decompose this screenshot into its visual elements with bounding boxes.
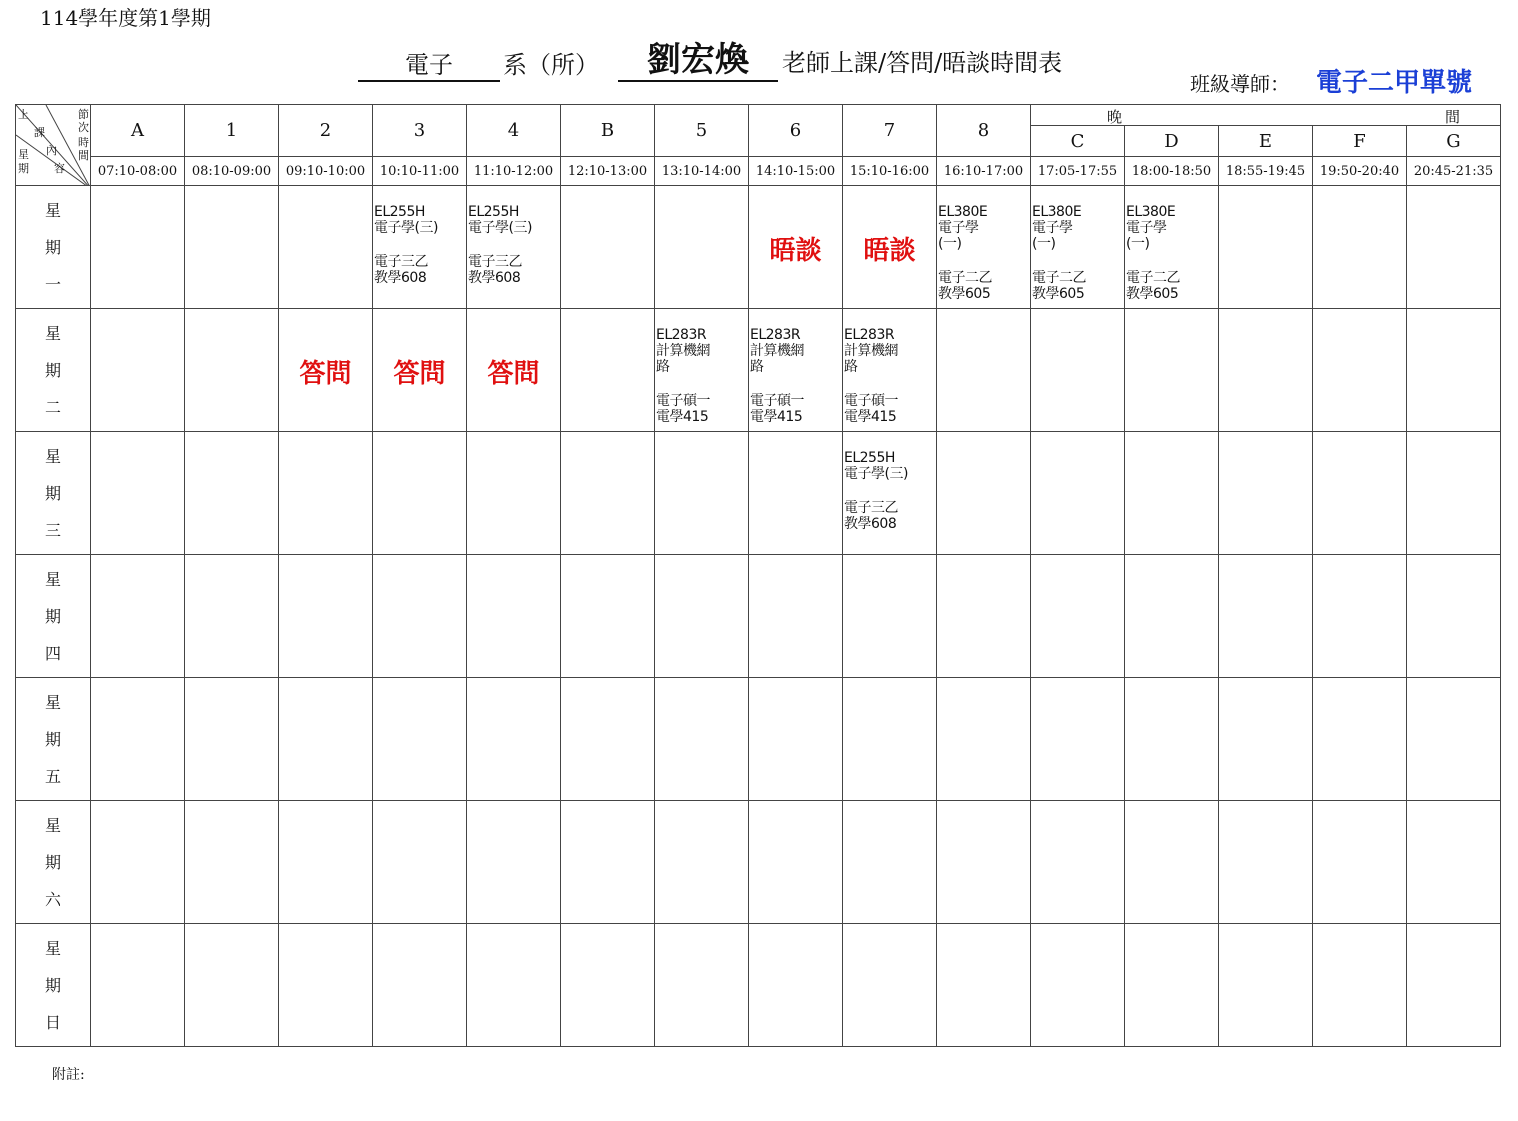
schedule-cell	[655, 186, 749, 309]
schedule-cell	[467, 678, 561, 801]
course-name: 計算機網	[844, 343, 898, 359]
schedule-cell	[1407, 186, 1501, 309]
day-label	[16, 186, 91, 309]
schedule-cell	[561, 309, 655, 432]
schedule-cell	[1125, 924, 1219, 1047]
schedule-cell	[1407, 924, 1501, 1047]
course-room: 教學608	[468, 270, 521, 286]
course-code: EL255H	[468, 204, 519, 220]
schedule-cell	[185, 924, 279, 1047]
night-header	[1031, 105, 1501, 126]
period-header: A	[91, 105, 185, 157]
course-entry	[750, 327, 804, 425]
schedule-cell	[937, 555, 1031, 678]
night-header-left: 晚	[1107, 108, 1123, 126]
time-slot-header: 08:10-09:00	[185, 157, 279, 186]
schedule-cell	[1407, 555, 1501, 678]
schedule-cell	[655, 555, 749, 678]
schedule-cell	[749, 555, 843, 678]
schedule-cell	[373, 924, 467, 1047]
course-name: 電子學(三)	[374, 220, 438, 236]
schedule-cell	[843, 186, 937, 309]
day-label-char: 三	[44, 520, 61, 540]
schedule-cell	[1407, 432, 1501, 555]
course-room: 教學605	[1126, 286, 1179, 302]
office-hour-mark: 答問	[299, 359, 352, 389]
course-name: 電子學	[1126, 220, 1167, 236]
period-header: 5	[655, 105, 749, 157]
time-slot-header: 15:10-16:00	[843, 157, 937, 186]
schedule-cell	[91, 309, 185, 432]
schedule-cell	[373, 432, 467, 555]
schedule-cell	[1031, 186, 1125, 309]
schedule-cell	[279, 678, 373, 801]
course-cls: 電子三乙	[468, 254, 522, 270]
corner-text-h: 次	[78, 121, 89, 134]
schedule-cell	[1313, 801, 1407, 924]
day-label-char: 期	[44, 483, 61, 503]
schedule-cell	[373, 801, 467, 924]
schedule-cell	[185, 309, 279, 432]
schedule-cell	[843, 555, 937, 678]
course-code: EL255H	[374, 204, 425, 220]
period-header: E	[1219, 126, 1313, 157]
schedule-cell	[749, 186, 843, 309]
course-cls: 電子碩一	[656, 393, 710, 409]
day-label	[16, 801, 91, 924]
schedule-cell	[749, 678, 843, 801]
schedule-cell	[1125, 309, 1219, 432]
schedule-cell	[937, 924, 1031, 1047]
time-slot-header: 10:10-11:00	[373, 157, 467, 186]
schedule-cell	[1407, 801, 1501, 924]
schedule-cell	[937, 678, 1031, 801]
day-row	[16, 924, 1501, 1047]
course-room: 教學608	[844, 516, 897, 532]
day-row	[16, 309, 1501, 432]
course-name2: (一)	[1126, 236, 1150, 252]
schedule-cell	[1031, 678, 1125, 801]
schedule-cell	[1219, 186, 1313, 309]
course-cls: 電子碩一	[844, 393, 898, 409]
schedule-cell	[185, 801, 279, 924]
schedule-cell	[373, 678, 467, 801]
schedule-cell	[467, 801, 561, 924]
schedule-cell	[467, 555, 561, 678]
course-entry	[938, 204, 992, 302]
office-hour-mark: 答問	[487, 359, 540, 389]
period-header: 4	[467, 105, 561, 157]
schedule-cell	[749, 924, 843, 1047]
day-row	[16, 432, 1501, 555]
schedule-cell	[1125, 555, 1219, 678]
day-label-char: 星	[44, 446, 61, 466]
schedule-cell	[843, 924, 937, 1047]
page-title	[0, 40, 1518, 98]
schedule-cell	[467, 924, 561, 1047]
time-slot-header: 16:10-17:00	[937, 157, 1031, 186]
footnote: 附註:	[52, 1067, 85, 1083]
time-slot-header: 11:10-12:00	[467, 157, 561, 186]
day-label-char: 期	[44, 975, 61, 995]
schedule-cell	[655, 924, 749, 1047]
corner-text-a: 上	[18, 108, 29, 121]
schedule-cell	[467, 309, 561, 432]
day-label-char: 期	[44, 360, 61, 380]
course-name: 電子學(三)	[844, 466, 908, 482]
course-code: EL283R	[656, 327, 707, 343]
day-label	[16, 924, 91, 1047]
schedule-cell	[843, 432, 937, 555]
day-label-char: 期	[44, 606, 61, 626]
time-slot-header: 19:50-20:40	[1313, 157, 1407, 186]
schedule-cell	[655, 432, 749, 555]
schedule-cell	[561, 432, 655, 555]
corner-text-g: 節	[78, 108, 89, 121]
office-hour-mark: 晤談	[769, 236, 822, 266]
period-header: G	[1407, 126, 1501, 157]
day-label-char: 星	[44, 200, 61, 220]
schedule-cell	[373, 186, 467, 309]
schedule-cell	[91, 186, 185, 309]
course-name: 電子學(三)	[468, 220, 532, 236]
course-cls: 電子二乙	[1126, 270, 1180, 286]
semester-label: 114學年度第1學期	[40, 6, 211, 30]
time-slot-header: 18:55-19:45	[1219, 157, 1313, 186]
schedule-cell	[279, 555, 373, 678]
period-header: F	[1313, 126, 1407, 157]
day-label	[16, 555, 91, 678]
corner-text-f: 期	[18, 162, 29, 175]
schedule-cell	[467, 432, 561, 555]
schedule-cell	[1125, 186, 1219, 309]
course-room: 教學605	[1032, 286, 1085, 302]
schedule-cell	[91, 801, 185, 924]
tutor-label: 班級導師：	[1190, 72, 1290, 96]
schedule-cell	[1313, 309, 1407, 432]
course-room: 教學608	[374, 270, 427, 286]
schedule-cell	[279, 186, 373, 309]
day-row	[16, 186, 1501, 309]
title-dept-suffix: 系（所）	[503, 51, 599, 79]
day-label-char: 期	[44, 237, 61, 257]
period-header: 1	[185, 105, 279, 157]
schedule-cell	[91, 555, 185, 678]
time-slot-header: 18:00-18:50	[1125, 157, 1219, 186]
schedule-cell	[91, 432, 185, 555]
schedule-cell	[1031, 924, 1125, 1047]
period-header: B	[561, 105, 655, 157]
schedule-cell	[561, 801, 655, 924]
schedule-cell	[937, 432, 1031, 555]
schedule-cell	[185, 555, 279, 678]
night-header-right: 間	[1444, 108, 1460, 126]
schedule-cell	[1125, 678, 1219, 801]
course-entry	[844, 327, 898, 425]
course-room: 電學415	[844, 409, 897, 425]
course-code: EL380E	[1126, 204, 1176, 220]
schedule-cell	[655, 678, 749, 801]
schedule-cell	[1125, 432, 1219, 555]
schedule-cell	[467, 186, 561, 309]
corner-text-b: 課	[34, 126, 45, 139]
office-hour-mark: 答問	[393, 359, 446, 389]
schedule-cell	[1313, 678, 1407, 801]
day-label-char: 星	[44, 815, 61, 835]
schedule-cell	[561, 924, 655, 1047]
course-name2: (一)	[1032, 236, 1056, 252]
schedule-cell	[937, 309, 1031, 432]
course-name2: (一)	[938, 236, 962, 252]
period-header: 7	[843, 105, 937, 157]
period-header: D	[1125, 126, 1219, 157]
period-header: 3	[373, 105, 467, 157]
schedule-cell	[843, 309, 937, 432]
course-code: EL380E	[1032, 204, 1082, 220]
course-name: 電子學	[938, 220, 979, 236]
schedule-cell	[1125, 801, 1219, 924]
course-name: 電子學	[1032, 220, 1073, 236]
schedule-cell	[561, 678, 655, 801]
schedule-cell	[1031, 432, 1125, 555]
schedule-cell	[655, 309, 749, 432]
course-code: EL255H	[844, 450, 895, 466]
day-label-char: 四	[44, 643, 61, 663]
course-name: 計算機網	[656, 343, 710, 359]
schedule-cell	[749, 801, 843, 924]
day-label-char: 期	[44, 729, 61, 749]
course-entry	[844, 450, 908, 532]
schedule-cell	[1313, 924, 1407, 1047]
course-cls: 電子三乙	[844, 500, 898, 516]
corner-text-j: 間	[78, 149, 89, 162]
schedule-cell	[1313, 186, 1407, 309]
course-code: EL380E	[938, 204, 988, 220]
schedule-cell	[937, 801, 1031, 924]
time-slot-header: 17:05-17:55	[1031, 157, 1125, 186]
day-row	[16, 678, 1501, 801]
schedule-cell	[1219, 801, 1313, 924]
schedule-cell	[1219, 309, 1313, 432]
day-label-char: 期	[44, 852, 61, 872]
schedule-cell	[843, 801, 937, 924]
day-row	[16, 555, 1501, 678]
time-slot-header: 09:10-10:00	[279, 157, 373, 186]
schedule-cell	[655, 801, 749, 924]
schedule-cell	[185, 678, 279, 801]
day-label	[16, 678, 91, 801]
day-label	[16, 309, 91, 432]
schedule-cell	[1407, 309, 1501, 432]
schedule-cell	[1219, 555, 1313, 678]
period-header: C	[1031, 126, 1125, 157]
course-name2: 路	[844, 359, 858, 375]
schedule-cell	[185, 432, 279, 555]
schedule-cell	[91, 678, 185, 801]
time-slot-header: 07:10-08:00	[91, 157, 185, 186]
course-cls: 電子碩一	[750, 393, 804, 409]
corner-text-c: 內	[46, 144, 57, 157]
schedule-cell	[279, 801, 373, 924]
schedule-cell	[937, 186, 1031, 309]
schedule-cell	[1031, 555, 1125, 678]
corner-text-e: 星	[18, 148, 29, 161]
schedule-cell	[1313, 555, 1407, 678]
schedule-cell	[279, 924, 373, 1047]
course-code: EL283R	[844, 327, 895, 343]
schedule-cell	[1407, 678, 1501, 801]
course-code: EL283R	[750, 327, 801, 343]
day-label-char: 六	[44, 889, 61, 909]
day-label-char: 星	[44, 569, 61, 589]
course-name2: 路	[656, 359, 670, 375]
schedule-cell	[1219, 678, 1313, 801]
schedule-cell	[279, 432, 373, 555]
schedule-cell	[1219, 432, 1313, 555]
day-label-char: 星	[44, 323, 61, 343]
schedule-cell	[1031, 801, 1125, 924]
schedule-cell	[561, 555, 655, 678]
day-label	[16, 432, 91, 555]
period-header: 2	[279, 105, 373, 157]
period-header: 6	[749, 105, 843, 157]
timetable	[15, 104, 1501, 1047]
day-label-char: 五	[44, 766, 61, 786]
course-room: 教學605	[938, 286, 991, 302]
course-entry	[1126, 204, 1180, 302]
course-cls: 電子三乙	[374, 254, 428, 270]
day-label-char: 一	[44, 274, 61, 294]
day-row	[16, 801, 1501, 924]
time-slot-header: 20:45-21:35	[1407, 157, 1501, 186]
office-hour-mark: 晤談	[863, 236, 916, 266]
period-header: 8	[937, 105, 1031, 157]
corner-text-i: 時	[78, 136, 89, 149]
schedule-cell	[279, 309, 373, 432]
day-label-char: 二	[44, 397, 61, 417]
day-label-char: 星	[44, 938, 61, 958]
schedule-cell	[91, 924, 185, 1047]
day-label-char: 星	[44, 692, 61, 712]
schedule-cell	[373, 555, 467, 678]
schedule-cell	[1313, 432, 1407, 555]
title-rest: 老師上課/答問/晤談時間表	[782, 49, 1063, 77]
course-entry	[468, 204, 532, 286]
schedule-cell	[749, 309, 843, 432]
time-slot-header: 12:10-13:00	[561, 157, 655, 186]
schedule-cell	[185, 186, 279, 309]
day-label-char: 日	[44, 1012, 61, 1032]
course-entry	[1032, 204, 1086, 302]
course-cls: 電子二乙	[938, 270, 992, 286]
time-slot-header: 14:10-15:00	[749, 157, 843, 186]
course-entry	[374, 204, 438, 286]
schedule-cell	[749, 432, 843, 555]
corner-header-cell	[16, 105, 91, 186]
title-dept: 電子	[358, 50, 500, 82]
course-room: 電學415	[656, 409, 709, 425]
title-teacher-name: 劉宏煥	[618, 40, 778, 82]
time-slot-header: 13:10-14:00	[655, 157, 749, 186]
schedule-cell	[373, 309, 467, 432]
corner-text-d: 容	[54, 162, 65, 175]
tutor-value: 電子二甲單號	[1316, 68, 1473, 98]
course-entry	[656, 327, 710, 425]
course-room: 電學415	[750, 409, 803, 425]
schedule-cell	[561, 186, 655, 309]
schedule-cell	[1031, 309, 1125, 432]
course-name2: 路	[750, 359, 764, 375]
course-cls: 電子二乙	[1032, 270, 1086, 286]
schedule-cell	[1219, 924, 1313, 1047]
course-name: 計算機網	[750, 343, 804, 359]
schedule-cell	[843, 678, 937, 801]
